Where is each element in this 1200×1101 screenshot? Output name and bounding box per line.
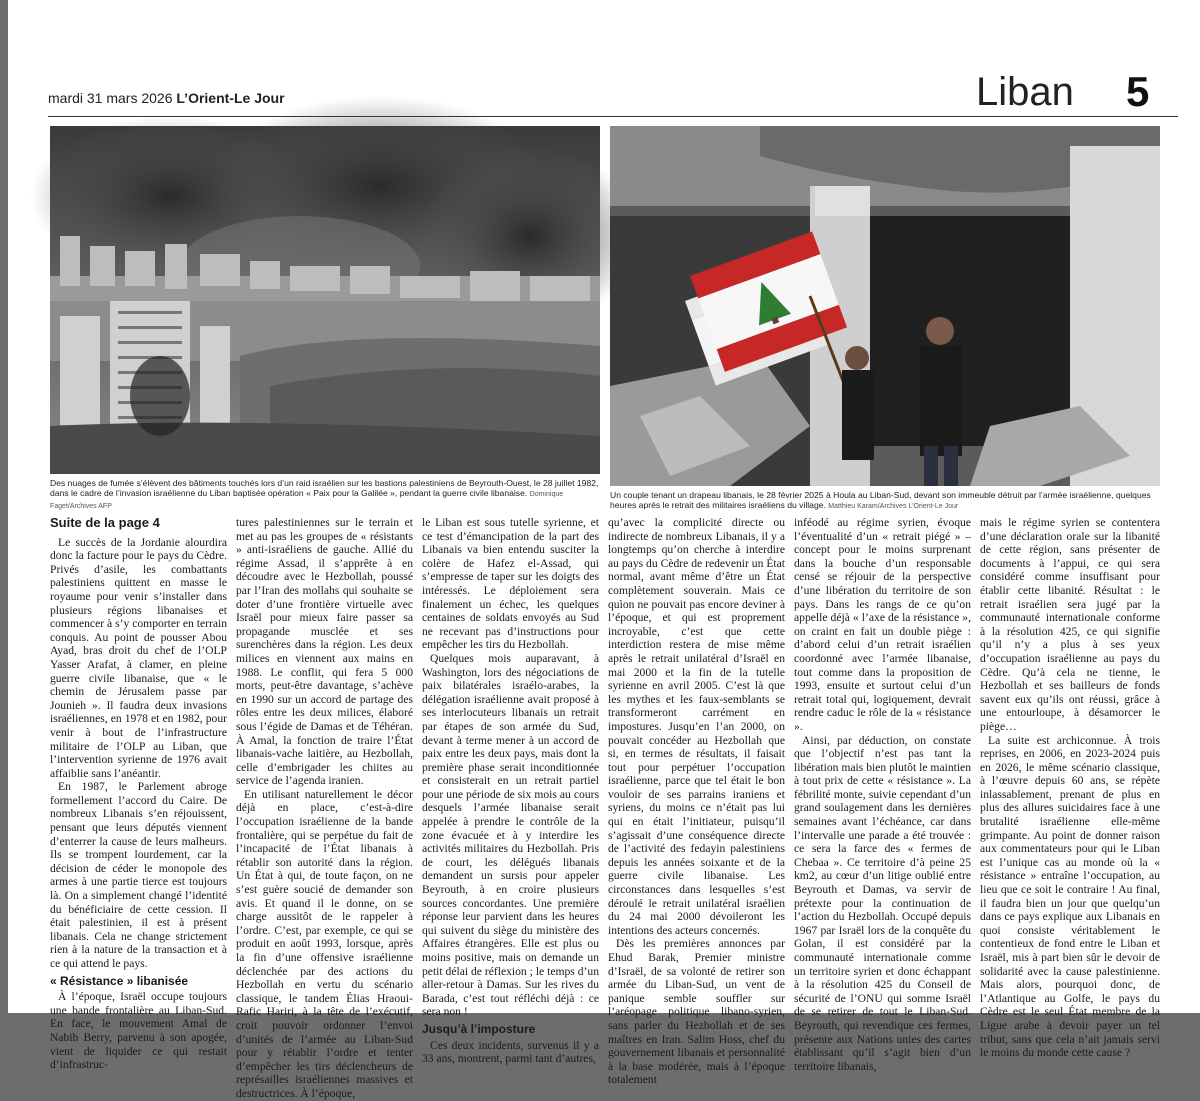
paragraph: qu’avec la complicité directe ou indirecte de nombreux Libanais, il y a longtemps qu’on cherche à interdire au pays du Cèdre de redevenir un État normal, avant même d’être un État complètement souverain. Mais ce quìon ne pouvait pas encore deviner à l’époque, et qui est proprement incroyable, c’est que cette interdiction restera de mise même après le retrait unilatéral d’Israël en mai 2000 et la fin de la tutelle syrienne en avril 2005. C’est là que les mythes et les faux-semblants se transformeront carrément en impostures. Jusqu’en l’an 2000, on pouvait concéder au Hezbollah que si, en termes de résultats, il faisait tout pour perpétuer l’occupation israélienne, parce que tel était le bon vouloir de ses parrains iraniens et syriens, du moins ce n’était pas lui qui en était l’initiateur, puisqu’il s’agissait d’une conséquence directe de l’activité des fedayin palestiniens depuis les années soixante et de la guerre civile libanaise. Les circonstances dans lesquelles s’est déroulé le retrait unilatéral israélien du 24 mai 2000 dévoileront les intentions des acteurs concernés.	[608, 516, 785, 937]
paragraph: tures palestiniennes sur le terrain et met au pas les groupes de « résistants » anti-israéliens de gauche. Allié du régime Assad, il s’apprête à en découdre avec le Hezbollah, poussé par l’Iran des mollahs qui souhaite se doter d’une frontière virtuelle avec Israël pour mieux faire passer sa propagande musclée et ses surenchères dans la région. Les deux milices en viennent aux mains en 1988. Le conflit, qui fera 5 000 morts, peut-être davantage, s’achève en 1990 sur un accord de partage des rôles entre les deux milices, élaboré sous l’égide de Damas et de Téhéran. À Amal, la fonction de traire l’État libanais-vache laitière, au Hezbollah, celle d’embrigader les chiites au service de l’agenda iranien.	[236, 516, 413, 788]
article-column-3	[422, 516, 599, 1066]
page-number: 5	[1126, 68, 1150, 115]
paragraph: Ces deux incidents, survenus il y a 33 ans, montrent, parmi tant d’autres,	[422, 1038, 599, 1066]
paragraph: le Liban est sous tutelle syrienne, et ce test d’émancipation de la part des Libanais va bien entendu susciter la colère de Hafez el-Assad, qui s’empresse de taper sur les doigts des intéressés. Le déploiement sera finalement un échec, les quelques centaines de soldats envoyés au Sud ne recevant pas d’instructions pour empêcher les tirs du Hezbollah.	[422, 516, 599, 652]
caption-right	[610, 490, 1160, 512]
paragraph: mais le régime syrien se contentera d’une déclaration orale sur la libanité de cette région, sans présenter de documents à l’appui, ce qui sera considéré comme insuffisant pour établir cette libanité. Résultat : le retrait israélien sera jugé par la communauté internationale conforme à la résolution 425, ce qui signifie qu’il n’y a plus à ses yeux d’occupation israélienne au pays du Cèdre. Qu’à cela ne tienne, le Hezbollah et ses bailleurs de fonds savent eux qu’ils ont réussi, grâce à une entourloupe, à désamorcer le piège…	[980, 516, 1160, 733]
paragraph: Quelques mois auparavant, à Washington, lors des négociations de paix bilatérales israélo-arabes, la délégation israélienne avait proposé à ses interlocuteurs libanais un retrait par étapes de son armée du Sud, devant à terme mener à un accord de paix entre les deux pays, mais dont la première phase serait inconditionnée et consisterait en un retrait partiel pour une période de six mois au cours desquels l’armée libanaise serait appelée à prendre le contrôle de la zone évacuée et à y interdire les activités militaires du Hezbollah. Pris de court, les délégués libanais demandent un sursis pour appeler Beyrouth, à en croire plusieurs sources concordantes. Une première réponse leur parvient dans les heures qui suivent du siège du ministère des Affaires étrangères. Elle est plus ou moins positive, mais on demande un petit délai de réflexion ; le temps d’un aller-retour à Damas. Sur les rives du Barada, c’est tout réfléchi déjà : ce sera non !	[422, 651, 599, 1019]
caption-right-text: Un couple tenant un drapeau libanais, le 28 février 2025 à Houla au Liban-Sud, devant son immeuble détruit par l’armée israélienne, quelques heures après le retrait des militaires israéliens du village.	[610, 490, 1151, 510]
credit-left: Dominique Faget/Archives AFP	[50, 491, 564, 510]
section-title: Liban	[976, 70, 1074, 114]
paragraph: En 1987, le Parlement abroge formellement l’accord du Caire. De nombreux Libanais s’en réjouissent, pensant que leurs députés viennent d’enterrer la cause de leurs malheurs. Ils se trompent lourdement, car la décision de céder le monopole des armes à une partie tierce est toujours là. On a simplement changé l’identité du bénéficiaire de cette cession. Il était palestinien, il est à présent libanais. Cela ne change strictement rien à la nature de la transaction et à ce qui attend le pays.	[50, 780, 227, 970]
article-column-2	[236, 516, 413, 1100]
photo-beirut-1982	[50, 126, 600, 474]
paragraph: Ainsi, par déduction, on constate que l’objectif n’est pas tant la libération mais bien plutôt le maintien à tout prix de cette « résistance ». La fébrilité monte, suivie cependant d’un grand soulagement dans les dernières semaines avant l’échéance, car dans l’intervalle une parade a été trouvée : ce sera la farce des « fermes de Chebaa ». Ce territoire d’à peine 25 km2, au cœur d’un litige oublié entre Beyrouth et Damas, va servir de prétexte pour la continuation de l’action du Hezbollah. Occupé depuis 1967 par Israël lors de la conquête du Golan, il est considéré par la communauté internationale comme un territoire syrien et donc échappant à la résolution 425 du Conseil de sécurité de l’ONU qui somme Israël de se retirer de tout le Liban-Sud. Beyrouth, qui revendique ces fermes, présente aux Nations unies des cartes établissant qu’il s’agit bien d’un territoire libanais,	[794, 733, 971, 1073]
header-rule	[48, 116, 1178, 117]
article-column-1	[50, 515, 227, 1072]
newspaper-name: L’Orient-Le Jour	[176, 90, 285, 106]
caption-left	[50, 478, 600, 512]
paragraph: inféodé au régime syrien, évoque l’éventualité d’un « retrait piégé » – concept pour le moins surprenant dans la bouche d’un responsable censé se réjouir de la perspective d’une libération du territoire de son pays. Dans les rangs de ce qu’on appelle déjà « l’axe de la résistance », on craint en fait un double piège : d’abord celui d’un retrait israélien coordonné avec l’armée libanaise, tout comme dans la proposition de 1993, ensuite et surtout celui d’un retrait total qui, logiquement, devrait rendre caduc le rôle de la « résistance ».	[794, 516, 971, 733]
issue-date: mardi 31 mars 2026	[48, 90, 173, 106]
subheading: « Résistance » libanisée	[50, 973, 189, 988]
paragraph: La suite est archiconnue. À trois reprises, en 2006, en 2023-2024 puis en 2026, le même scénario classique, à l’œuvre depuis 60 ans, se répète inlassablement, prenant de plus en plus des allures suicidaires face à une brutalité israélienne elle-même grimpante. Au point de donner raison aux commentateurs pour qui le Liban est l’unique cas au monde où la « résistance » entraîne l’occupation, au lieu que ce soit le contraire ! Au final, il faudra bien un jour que quelqu’un dans ce pays explique aux Libanais en quoi consiste véritablement le contentieux de fond entre le Liban et Israël, mis à part bien sûr le devoir de solidarité avec la cause palestinienne. Mais alors, pourquoi donc, de l’Atlantique au Golfe, le pays du Cèdre est le seul État membre de la Ligue arabe à devoir payer un tel tribut, sans que cela n’ait jamais servi le moins du monde cette cause ?	[980, 733, 1160, 1060]
continued-from: Suite de la page 4	[50, 515, 160, 530]
paragraph: En utilisant naturellement le décor déjà en place, c’est-à-dire l’occupation israélienne de la bande frontalière, qui se perpétue du fait de l’incapacité de l’État libanais à rétablir son autorité dans la région. Un État à qui, de toute façon, on ne s’est guère soucié de demander son avis. Et quand il le donne, on se charge aussitôt de le rappeler à l’ordre. C’est, par exemple, ce qui se produit en août 1993, lorsque, après la fin d’une offensive israélienne déclenchée par des actions du Hezbollah en vertu du scénario classique, le tandem Élias Hraoui-Rafic Hariri, à la tête de l’exécutif, croit pouvoir ordonner l’envoi d’unités de l’armée au Liban-Sud pour y rétablir l’ordre et tenter d’empêcher les tirs déclencheurs de représailles israéliennes massives et destructrices. À l’époque,	[236, 787, 413, 1100]
caption-left-text: Des nuages de fumée s’élèvent des bâtiments touchés lors d’un raid israélien sur les bastions palestiniens de Beyrouth-Ouest, le 28 juillet 1982, dans le cadre de l’invasion israélienne du Liban baptisée opération « Paix pour la Galilée », pendant la guerre civile libanaise.	[50, 478, 599, 498]
subheading: Jusqu’à l’imposture	[422, 1021, 536, 1036]
article-column-4	[608, 516, 785, 1087]
paragraph: À l’époque, Israël occupe toujours une bande frontalière au Liban-Sud. En face, le mouvement Amal de Nabih Berry, parvenu à son apogée, vient de liquider ce qui restait d’infrastruc-	[50, 990, 227, 1072]
newspaper-page	[8, 0, 1200, 1100]
credit-right: Matthieu Karam/Archives L’Orient-Le Jour	[828, 503, 959, 510]
photo-houla-2025	[610, 126, 1160, 486]
article-column-5	[794, 516, 971, 1073]
article-column-6	[980, 516, 1160, 1060]
paragraph: Le succès de la Jordanie alourdira donc la facture pour le pays du Cèdre. Privés d’asile, les combattants palestiniens quittent en masse le royaume pour venir s’installer dans plusieurs régions libanaises et commencer à s’y comporter en terrain conquis. Au point de pousser Abou Ayad, bras droit du chef de l’OLP Yasser Arafat, à clamer, en pleine guerre civile libanaise, que « le chemin de Jérusalem passe par Jounieh ». Il faudra deux invasions israéliennes, en 1978 et en 1982, pour venir à bout de l’infrastructure militaire de l’OLP au Liban, que l’intervention syrienne de 1976 avait affaiblie sans l’anéantir.	[50, 535, 227, 780]
paragraph: Dès les premières annonces par Ehud Barak, Premier ministre d’Israël, de sa volonté de retirer son armée du Liban-Sud, un vent de panique semble souffler sur l’aréopage politique libano-syrien, sans parler du Hezbollah et de ses maîtres en Iran. Salim Hoss, chef du gouvernement libanais et personnalité à la base modérée, mais à l’époque totalement	[608, 937, 785, 1087]
header-date-line	[48, 90, 285, 106]
